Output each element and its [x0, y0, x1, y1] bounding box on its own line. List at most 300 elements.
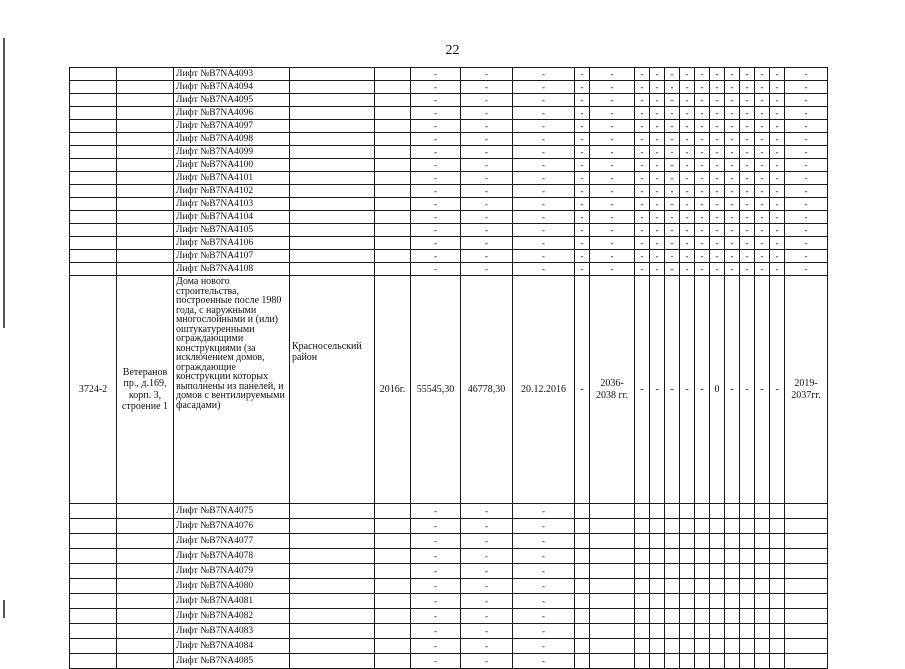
lift-label: Лифт №B7NA4082: [174, 609, 290, 624]
dash-cell: -: [575, 81, 590, 94]
empty-cell: [290, 579, 375, 594]
lift-row: [70, 94, 828, 107]
record-number: 3724-2: [70, 276, 117, 504]
empty-cell: [785, 594, 828, 609]
dash-cell: -: [695, 211, 710, 224]
empty-cell: [755, 504, 770, 519]
empty-cell: [575, 579, 590, 594]
empty-cell: [695, 579, 710, 594]
empty-cell: [70, 250, 117, 263]
dash-cell: -: [513, 639, 575, 654]
dash-cell: -: [770, 159, 785, 172]
empty-cell: [290, 624, 375, 639]
page-number: 22: [445, 43, 460, 58]
empty-cell: [70, 81, 117, 94]
dash-cell: -: [411, 639, 461, 654]
dash-cell: -: [680, 81, 695, 94]
binding-mark: [3, 600, 5, 618]
empty-cell: [680, 624, 695, 639]
dash-cell: -: [695, 94, 710, 107]
empty-cell: [375, 107, 411, 120]
empty-cell: [725, 609, 740, 624]
dash-cell: -: [770, 198, 785, 211]
dash-cell: -: [650, 237, 665, 250]
dash-cell: -: [770, 224, 785, 237]
empty-cell: [650, 519, 665, 534]
lift-row: [70, 624, 828, 639]
empty-cell: [785, 504, 828, 519]
dash-cell: -: [665, 94, 680, 107]
empty-cell: [590, 579, 635, 594]
empty-cell: [755, 594, 770, 609]
empty-cell: [290, 133, 375, 146]
empty-cell: [680, 504, 695, 519]
empty-cell: [117, 250, 174, 263]
empty-cell: [375, 198, 411, 211]
empty-cell: [725, 579, 740, 594]
dash-cell: -: [590, 224, 635, 237]
dash-cell: -: [461, 534, 513, 549]
dash-cell: -: [461, 94, 513, 107]
empty-cell: [290, 68, 375, 81]
empty-cell: [725, 564, 740, 579]
empty-cell: [725, 624, 740, 639]
dash-cell: -: [575, 159, 590, 172]
lift-label: Лифт №B7NA4080: [174, 579, 290, 594]
dash-cell: -: [755, 224, 770, 237]
record-living-area: 46778,30: [461, 276, 513, 504]
empty-cell: [375, 519, 411, 534]
empty-cell: [375, 263, 411, 276]
empty-cell: [290, 185, 375, 198]
empty-cell: [70, 133, 117, 146]
dash-cell: -: [785, 263, 828, 276]
dash-cell: -: [725, 146, 740, 159]
record-date: 20.12.2016: [513, 276, 575, 504]
empty-cell: [70, 594, 117, 609]
empty-cell: [740, 609, 755, 624]
dash-cell: -: [461, 81, 513, 94]
lift-row: [70, 594, 828, 609]
lift-label: Лифт №B7NA4096: [174, 107, 290, 120]
dash-cell: -: [665, 263, 680, 276]
empty-cell: [117, 237, 174, 250]
empty-cell: [290, 519, 375, 534]
dash-cell: -: [590, 211, 635, 224]
dash-cell: -: [635, 146, 650, 159]
empty-cell: [695, 639, 710, 654]
empty-cell: [575, 654, 590, 669]
empty-cell: [290, 120, 375, 133]
dash-cell: -: [411, 519, 461, 534]
empty-cell: [290, 224, 375, 237]
empty-cell: [770, 654, 785, 669]
empty-cell: [290, 107, 375, 120]
dash-cell: -: [575, 146, 590, 159]
dash-cell: -: [755, 81, 770, 94]
dash-cell: -: [710, 146, 725, 159]
dash-cell: -: [635, 107, 650, 120]
dash-cell: -: [590, 133, 635, 146]
lift-row: [70, 534, 828, 549]
lift-label: Лифт №B7NA4097: [174, 120, 290, 133]
dash-cell: -: [770, 133, 785, 146]
dash-cell: -: [411, 107, 461, 120]
lift-label: Лифт №B7NA4093: [174, 68, 290, 81]
empty-cell: [710, 549, 725, 564]
dash-cell: -: [770, 276, 785, 504]
empty-cell: [695, 594, 710, 609]
dash-cell: -: [695, 237, 710, 250]
dash-cell: -: [513, 594, 575, 609]
dash-cell: -: [650, 107, 665, 120]
dash-cell: -: [635, 68, 650, 81]
dash-cell: -: [411, 172, 461, 185]
dash-cell: -: [740, 107, 755, 120]
dash-cell: -: [725, 81, 740, 94]
empty-cell: [665, 504, 680, 519]
empty-cell: [70, 263, 117, 276]
dash-cell: -: [755, 159, 770, 172]
dash-cell: -: [411, 237, 461, 250]
dash-cell: -: [770, 263, 785, 276]
empty-cell: [117, 133, 174, 146]
dash-cell: -: [590, 81, 635, 94]
empty-cell: [680, 519, 695, 534]
dash-cell: -: [725, 133, 740, 146]
dash-cell: -: [785, 146, 828, 159]
empty-cell: [695, 609, 710, 624]
dash-cell: -: [785, 81, 828, 94]
empty-cell: [70, 224, 117, 237]
dash-cell: -: [710, 81, 725, 94]
dash-cell: -: [461, 107, 513, 120]
empty-cell: [117, 185, 174, 198]
dash-cell: -: [575, 107, 590, 120]
dash-cell: -: [650, 198, 665, 211]
dash-cell: -: [513, 237, 575, 250]
dash-cell: -: [725, 120, 740, 133]
empty-cell: [770, 609, 785, 624]
dash-cell: -: [725, 107, 740, 120]
lift-label: Лифт №B7NA4100: [174, 159, 290, 172]
dash-cell: -: [590, 146, 635, 159]
dash-cell: -: [650, 250, 665, 263]
empty-cell: [785, 639, 828, 654]
empty-cell: [117, 263, 174, 276]
empty-cell: [680, 594, 695, 609]
empty-cell: [785, 609, 828, 624]
dash-cell: -: [785, 120, 828, 133]
dash-cell: -: [575, 185, 590, 198]
dash-cell: -: [680, 263, 695, 276]
empty-cell: [785, 624, 828, 639]
dash-cell: -: [575, 198, 590, 211]
record-period: 2036-2038 гг.: [590, 276, 635, 504]
dash-cell: -: [710, 224, 725, 237]
dash-cell: -: [650, 276, 665, 504]
building-record: [70, 276, 828, 504]
empty-cell: [710, 579, 725, 594]
dash-cell: -: [513, 133, 575, 146]
dash-cell: -: [725, 159, 740, 172]
dash-cell: -: [575, 133, 590, 146]
dash-cell: -: [665, 133, 680, 146]
empty-cell: [70, 237, 117, 250]
dash-cell: -: [695, 198, 710, 211]
empty-cell: [117, 211, 174, 224]
dash-cell: -: [755, 198, 770, 211]
empty-cell: [650, 564, 665, 579]
lift-row: [70, 519, 828, 534]
empty-cell: [290, 564, 375, 579]
empty-cell: [755, 564, 770, 579]
dash-cell: -: [513, 68, 575, 81]
empty-cell: [575, 624, 590, 639]
dash-cell: -: [740, 120, 755, 133]
lift-row: [70, 120, 828, 133]
dash-cell: -: [461, 198, 513, 211]
empty-cell: [695, 504, 710, 519]
dash-cell: -: [755, 211, 770, 224]
empty-cell: [70, 504, 117, 519]
empty-cell: [755, 534, 770, 549]
dash-cell: -: [785, 68, 828, 81]
empty-cell: [375, 172, 411, 185]
empty-cell: [755, 549, 770, 564]
lift-label: Лифт №B7NA4076: [174, 519, 290, 534]
empty-cell: [755, 654, 770, 669]
empty-cell: [710, 609, 725, 624]
empty-cell: [740, 534, 755, 549]
empty-cell: [70, 107, 117, 120]
dash-cell: -: [680, 133, 695, 146]
dash-cell: -: [770, 146, 785, 159]
empty-cell: [117, 81, 174, 94]
dash-cell: -: [590, 94, 635, 107]
empty-cell: [375, 250, 411, 263]
dash-cell: -: [665, 276, 680, 504]
empty-cell: [770, 624, 785, 639]
lift-row: [70, 250, 828, 263]
dash-cell: -: [575, 263, 590, 276]
empty-cell: [70, 211, 117, 224]
dash-cell: -: [590, 185, 635, 198]
empty-cell: [650, 609, 665, 624]
empty-cell: [650, 534, 665, 549]
empty-cell: [290, 146, 375, 159]
empty-cell: [635, 504, 650, 519]
empty-cell: [375, 133, 411, 146]
dash-cell: -: [590, 172, 635, 185]
empty-cell: [635, 534, 650, 549]
dash-cell: -: [461, 549, 513, 564]
dash-cell: -: [461, 120, 513, 133]
empty-cell: [740, 504, 755, 519]
dash-cell: -: [461, 133, 513, 146]
lift-row: [70, 185, 828, 198]
dash-cell: -: [411, 579, 461, 594]
lift-row: [70, 159, 828, 172]
empty-cell: [665, 609, 680, 624]
dash-cell: -: [650, 146, 665, 159]
dash-cell: -: [650, 159, 665, 172]
dash-cell: -: [461, 639, 513, 654]
lift-row: [70, 81, 828, 94]
dash-cell: -: [411, 81, 461, 94]
dash-cell: -: [513, 94, 575, 107]
dash-cell: -: [411, 68, 461, 81]
empty-cell: [575, 534, 590, 549]
empty-cell: [70, 159, 117, 172]
empty-cell: [575, 504, 590, 519]
empty-cell: [117, 159, 174, 172]
dash-cell: -: [411, 624, 461, 639]
dash-cell: -: [665, 237, 680, 250]
empty-cell: [375, 159, 411, 172]
dash-cell: -: [695, 68, 710, 81]
empty-cell: [375, 564, 411, 579]
dash-cell: -: [590, 68, 635, 81]
empty-cell: [70, 120, 117, 133]
empty-cell: [375, 579, 411, 594]
empty-cell: [710, 654, 725, 669]
lift-label: Лифт №B7NA4085: [174, 654, 290, 669]
dash-cell: -: [411, 609, 461, 624]
lift-row: [70, 107, 828, 120]
empty-cell: [590, 609, 635, 624]
dash-cell: -: [513, 519, 575, 534]
dash-cell: -: [725, 172, 740, 185]
empty-cell: [117, 519, 174, 534]
dash-cell: -: [725, 263, 740, 276]
empty-cell: [375, 639, 411, 654]
empty-cell: [665, 564, 680, 579]
empty-cell: [290, 237, 375, 250]
empty-cell: [290, 159, 375, 172]
lift-label: Лифт №B7NA4101: [174, 172, 290, 185]
dash-cell: -: [650, 94, 665, 107]
empty-cell: [70, 639, 117, 654]
dash-cell: -: [650, 120, 665, 133]
lift-label: Лифт №B7NA4098: [174, 133, 290, 146]
empty-cell: [117, 224, 174, 237]
lift-row: [70, 237, 828, 250]
empty-cell: [375, 624, 411, 639]
dash-cell: -: [461, 609, 513, 624]
dash-cell: -: [513, 564, 575, 579]
empty-cell: [117, 639, 174, 654]
empty-cell: [710, 519, 725, 534]
empty-cell: [290, 594, 375, 609]
empty-cell: [117, 564, 174, 579]
empty-cell: [575, 519, 590, 534]
empty-cell: [117, 198, 174, 211]
dash-cell: -: [513, 263, 575, 276]
empty-cell: [740, 594, 755, 609]
record-zero: 0: [710, 276, 725, 504]
dash-cell: -: [411, 133, 461, 146]
empty-cell: [770, 519, 785, 534]
empty-cell: [695, 534, 710, 549]
dash-cell: -: [680, 224, 695, 237]
empty-cell: [665, 639, 680, 654]
dash-cell: -: [680, 198, 695, 211]
dash-cell: -: [755, 120, 770, 133]
dash-cell: -: [650, 133, 665, 146]
dash-cell: -: [665, 107, 680, 120]
lift-row: [70, 549, 828, 564]
dash-cell: -: [680, 185, 695, 198]
empty-cell: [117, 146, 174, 159]
empty-cell: [375, 94, 411, 107]
dash-cell: -: [411, 263, 461, 276]
empty-cell: [375, 120, 411, 133]
empty-cell: [635, 549, 650, 564]
empty-cell: [375, 549, 411, 564]
empty-cell: [710, 624, 725, 639]
dash-cell: -: [695, 250, 710, 263]
empty-cell: [770, 549, 785, 564]
dash-cell: -: [635, 159, 650, 172]
dash-cell: -: [590, 198, 635, 211]
dash-cell: -: [513, 198, 575, 211]
dash-cell: -: [575, 68, 590, 81]
dash-cell: -: [770, 68, 785, 81]
dash-cell: -: [755, 276, 770, 504]
empty-cell: [575, 564, 590, 579]
dash-cell: -: [695, 172, 710, 185]
dash-cell: -: [785, 94, 828, 107]
lift-label: Лифт №B7NA4094: [174, 81, 290, 94]
empty-cell: [680, 579, 695, 594]
dash-cell: -: [461, 263, 513, 276]
empty-cell: [665, 534, 680, 549]
empty-cell: [635, 564, 650, 579]
dash-cell: -: [575, 211, 590, 224]
dash-cell: -: [411, 549, 461, 564]
dash-cell: -: [755, 133, 770, 146]
empty-cell: [70, 146, 117, 159]
empty-cell: [785, 564, 828, 579]
dash-cell: -: [680, 172, 695, 185]
dash-cell: -: [665, 211, 680, 224]
dash-cell: -: [680, 159, 695, 172]
empty-cell: [375, 211, 411, 224]
dash-cell: -: [725, 198, 740, 211]
dash-cell: -: [650, 172, 665, 185]
dash-cell: -: [665, 250, 680, 263]
dash-cell: -: [665, 172, 680, 185]
dash-cell: -: [665, 146, 680, 159]
lift-row: [70, 198, 828, 211]
dash-cell: -: [411, 211, 461, 224]
empty-cell: [70, 68, 117, 81]
dash-cell: -: [513, 146, 575, 159]
lift-label: Лифт №B7NA4104: [174, 211, 290, 224]
dash-cell: -: [575, 250, 590, 263]
empty-cell: [375, 185, 411, 198]
empty-cell: [725, 504, 740, 519]
dash-cell: -: [461, 250, 513, 263]
dash-cell: -: [680, 276, 695, 504]
empty-cell: [755, 519, 770, 534]
dash-cell: -: [411, 534, 461, 549]
lift-row: [70, 211, 828, 224]
dash-cell: -: [635, 81, 650, 94]
empty-cell: [590, 624, 635, 639]
lift-row: [70, 224, 828, 237]
